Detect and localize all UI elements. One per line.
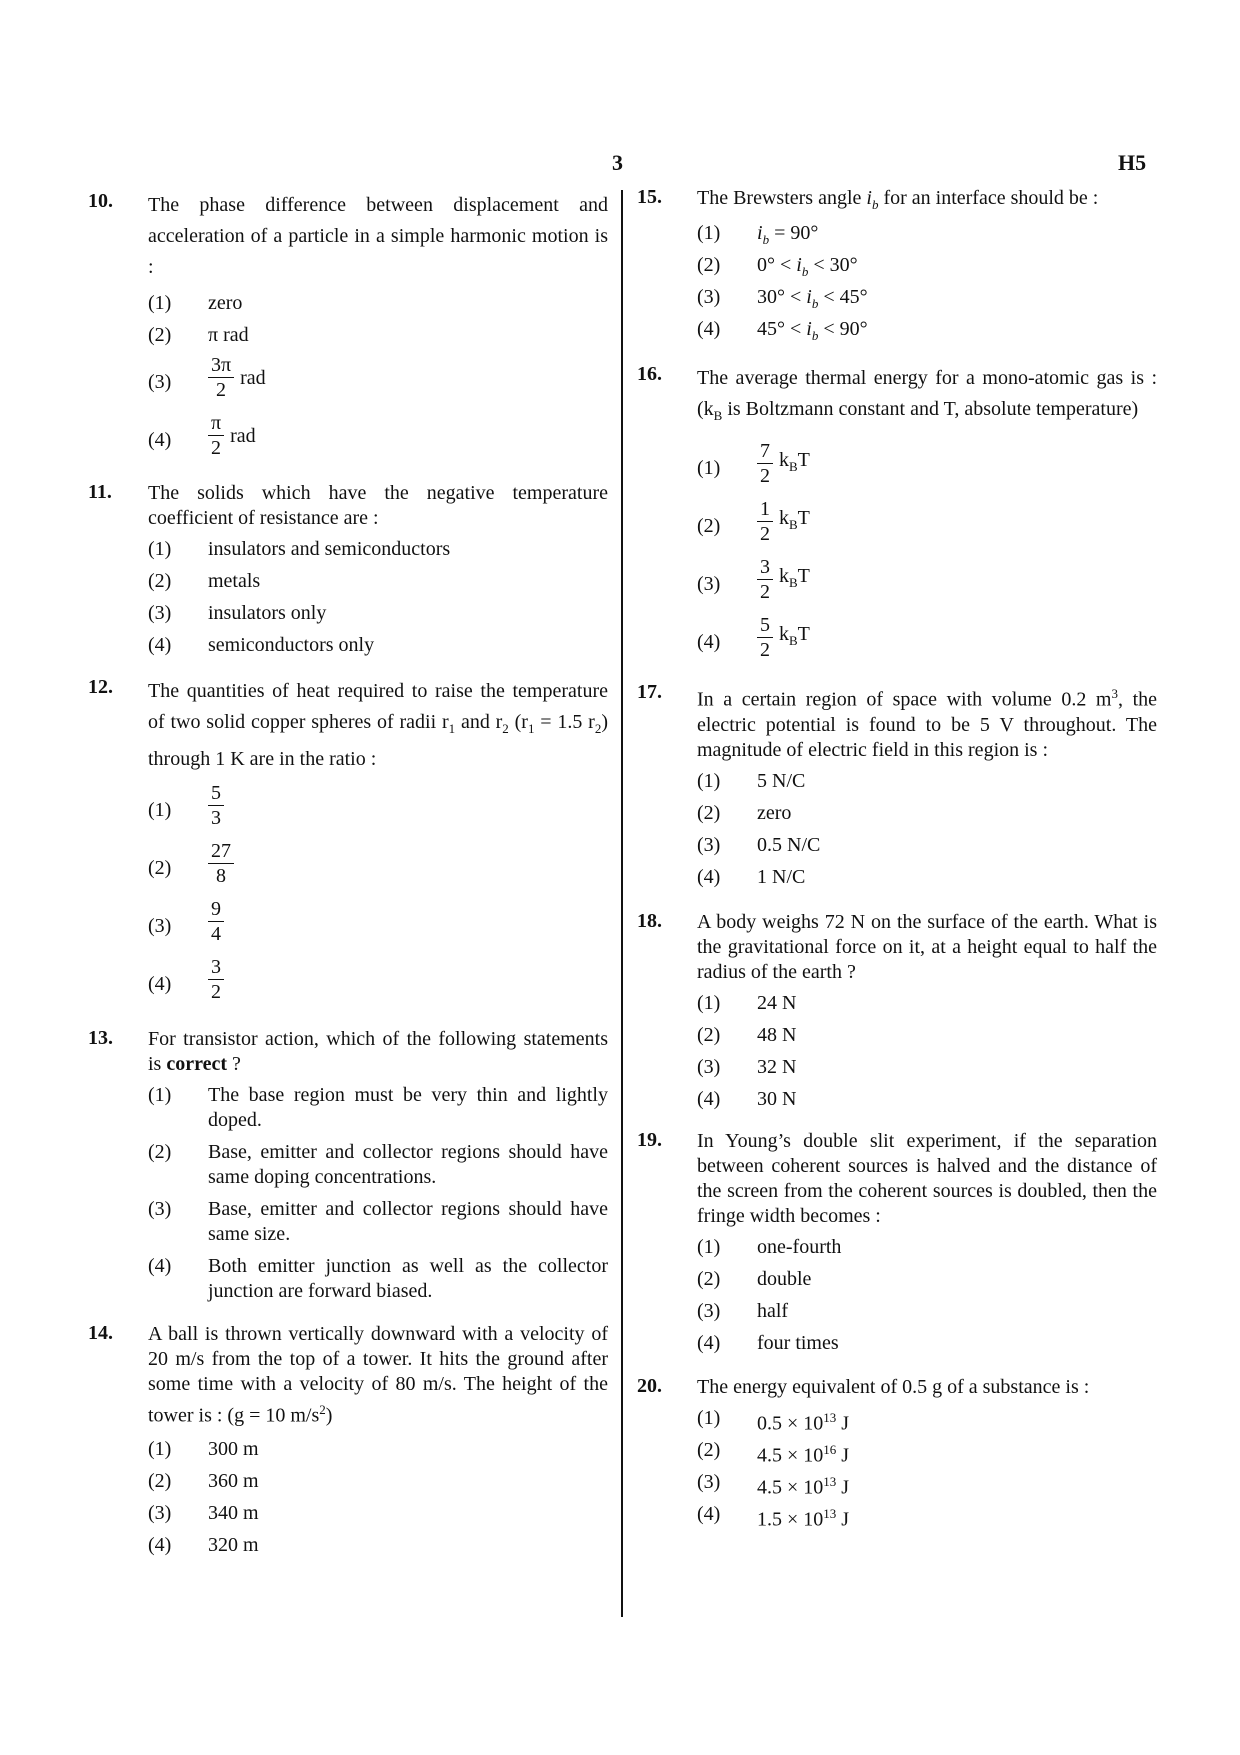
option-label: (2) (697, 1023, 721, 1046)
question-number: 12. (88, 676, 113, 698)
question-number: 13. (88, 1027, 113, 1049)
superscript: 13 (823, 1473, 837, 1489)
question-19 (637, 1129, 1157, 1359)
symbol: i (866, 187, 872, 209)
superscript: 2 (319, 1402, 326, 1417)
option-label: (3) (697, 1470, 721, 1493)
column-divider (621, 190, 623, 1617)
option-1[interactable] (697, 1402, 1157, 1434)
option-text: 300 m (208, 1437, 259, 1460)
option-label: (1) (148, 292, 172, 314)
subscript: b (871, 197, 879, 212)
option-label: (3) (148, 371, 172, 393)
subscript: B (713, 408, 723, 423)
question-text: In Young’s double slit experiment, if the separation between coherent sources is halved and the distance of the screen from the coherent sources is doubled, then the fringe width becomes : (697, 1129, 1157, 1227)
option-label: (1) (148, 799, 172, 821)
denominator: 2 (211, 981, 221, 1003)
question-number: 17. (637, 681, 662, 703)
text-part: 4.5 × 10 (757, 1444, 824, 1467)
option-2[interactable] (697, 1019, 1157, 1051)
option-1[interactable] (148, 287, 608, 319)
option-4[interactable] (697, 613, 1157, 671)
question-text (697, 186, 1157, 217)
option-text: 0.5 N/C (757, 833, 821, 856)
option-3[interactable] (697, 281, 1157, 313)
option-label: (4) (148, 1533, 172, 1556)
numerator: 7 (757, 439, 773, 464)
option-label: (4) (697, 865, 721, 888)
option-4[interactable] (697, 1327, 1157, 1359)
text-part: ) (325, 1404, 333, 1427)
option-label: (3) (148, 915, 172, 937)
text-part: The average thermal energy for a mono-atomic gas is : (k (697, 367, 1157, 420)
subscript: b (801, 264, 809, 279)
page-number: 3 (612, 150, 623, 175)
option-3[interactable] (148, 353, 608, 411)
option-label: (1) (697, 769, 721, 792)
text-part: ) through 1 K are in the ratio : (148, 711, 608, 770)
text-part: T (797, 449, 810, 471)
option-text: double (757, 1267, 812, 1290)
unit: rad (230, 424, 256, 447)
option-4[interactable] (697, 313, 1157, 345)
option-label: (2) (697, 1267, 721, 1290)
question-13 (88, 1027, 608, 1304)
option-text: 24 N (757, 991, 797, 1014)
option-3[interactable] (148, 1197, 608, 1247)
fraction (208, 781, 224, 830)
option-text: π rad (208, 324, 249, 346)
question-number: 14. (88, 1322, 113, 1344)
text-part: 30° < (757, 286, 807, 308)
text-part: = 90° (769, 222, 819, 244)
option-1[interactable] (148, 781, 608, 839)
option-text: 30 N (757, 1087, 797, 1110)
denominator: 2 (216, 379, 227, 401)
question-number: 11. (88, 481, 112, 503)
symbol: i (757, 222, 763, 244)
option-3[interactable] (148, 897, 608, 955)
option-3[interactable] (697, 1051, 1157, 1083)
text-part: In a certain region of space with volume 0.2 m (697, 688, 1112, 711)
option-2[interactable] (148, 839, 608, 897)
kbt-term (779, 444, 810, 483)
text-part: k (779, 507, 789, 529)
option-text: one-fourth (757, 1235, 842, 1258)
option-3[interactable] (697, 829, 1157, 861)
denominator: 8 (216, 865, 226, 887)
option-4[interactable] (148, 955, 608, 1013)
text-part: 4.5 × 10 (757, 1476, 824, 1499)
question-text (148, 1322, 608, 1429)
text-part: J (836, 1508, 850, 1531)
denominator: 4 (211, 923, 221, 945)
option-label: (1) (148, 1437, 172, 1460)
option-text: 5 N/C (757, 769, 806, 792)
text-part: J (836, 1476, 850, 1499)
option-label: (3) (697, 1299, 721, 1322)
option-text: 340 m (208, 1501, 259, 1524)
text-part: ? (227, 1053, 241, 1075)
text-part: T (797, 507, 810, 529)
question-18 (637, 910, 1157, 1115)
question-text: The phase difference between displacement and acceleration of a particle in a simple harmonic motion is : (148, 194, 608, 278)
question-20 (637, 1375, 1157, 1530)
subscript: B (789, 575, 798, 590)
option-4[interactable] (148, 1254, 608, 1304)
option-text: insulators and semiconductors (208, 538, 451, 560)
option-label: (3) (697, 286, 721, 308)
option-label: (4) (697, 1331, 721, 1354)
option-1[interactable] (148, 1433, 608, 1465)
option-2[interactable] (148, 1465, 608, 1497)
denominator: 2 (760, 523, 770, 545)
option-1[interactable] (697, 1231, 1157, 1263)
option-text: Both emitter junction as well as the collector junction are forward biased. (208, 1255, 608, 1302)
question-number: 20. (637, 1374, 662, 1397)
right-column (637, 186, 1157, 1530)
subscript: b (762, 232, 770, 247)
numerator: 3 (757, 555, 773, 580)
question-number: 19. (637, 1128, 662, 1151)
emphasis-text: correct (166, 1053, 228, 1075)
paper-code: H5 (1118, 150, 1147, 175)
question-12 (88, 676, 608, 1013)
question-text (148, 1027, 608, 1077)
subscript: b (811, 328, 819, 343)
question-11 (88, 481, 608, 661)
question-15 (637, 186, 1157, 345)
numerator: 27 (208, 839, 234, 864)
option-2[interactable] (697, 497, 1157, 555)
text-part: For transistor action, which of the following statements is (148, 1028, 608, 1075)
option-1[interactable] (697, 217, 1157, 249)
subscript: 2 (502, 721, 509, 736)
text-part: k (779, 449, 789, 471)
text-part: 1.5 × 10 (757, 1508, 824, 1531)
option-2[interactable] (148, 319, 608, 351)
option-label: (1) (697, 1235, 721, 1258)
option-label: (2) (148, 1469, 172, 1492)
text-part: = 1.5 r (534, 711, 595, 733)
option-label: (2) (697, 1438, 721, 1461)
option-label: (2) (148, 570, 172, 592)
denominator: 2 (760, 581, 770, 603)
numerator: 3 (208, 955, 224, 980)
text-part: J (836, 1444, 850, 1467)
numerator: 5 (208, 781, 224, 806)
question-10 (88, 190, 608, 469)
option-label: (4) (148, 973, 172, 995)
fraction (757, 555, 773, 604)
option-label: (3) (148, 1501, 172, 1524)
text-part: and r (455, 711, 503, 733)
text-part: The Brewsters angle (697, 187, 867, 209)
symbol: i (796, 254, 802, 276)
option-label: (4) (697, 1087, 721, 1110)
subscript: b (811, 296, 819, 311)
unit: rad (240, 366, 266, 389)
numerator: π (208, 411, 224, 436)
question-text (697, 681, 1157, 763)
option-label: (1) (148, 538, 172, 560)
superscript: 13 (823, 1409, 837, 1425)
denominator: 2 (211, 437, 222, 459)
subscript: B (789, 459, 798, 474)
symbol: i (806, 318, 812, 340)
text-part: k (779, 565, 789, 587)
option-text: insulators only (208, 602, 327, 624)
text-part: (r (508, 711, 528, 733)
option-text: half (757, 1299, 789, 1322)
fraction (208, 353, 234, 402)
option-2[interactable] (148, 1140, 608, 1190)
denominator: 2 (760, 639, 770, 661)
option-label: (4) (148, 429, 172, 451)
option-4[interactable] (697, 861, 1157, 893)
numerator: 1 (757, 497, 773, 522)
option-text: 1 N/C (757, 865, 806, 888)
text-part: A ball is thrown vertically downward with a velocity of 20 m/s from the top of a tower. It hits the ground after some time with a velocity of 80 m/s. The height of the tower is : (g = 10 m/s (148, 1323, 608, 1427)
fraction (208, 839, 234, 888)
question-number: 10. (88, 190, 113, 212)
option-label: (1) (697, 991, 721, 1014)
option-2[interactable] (697, 1434, 1157, 1466)
option-label: (2) (148, 1141, 172, 1163)
text-part: T (797, 565, 810, 587)
subscript: B (789, 633, 798, 648)
option-label: (2) (148, 324, 172, 346)
question-text: The energy equivalent of 0.5 g of a substance is : (697, 1375, 1090, 1398)
question-text: The solids which have the negative temperature coefficient of resistance are : (148, 482, 608, 529)
text-part: T (797, 623, 810, 645)
option-1[interactable] (148, 1083, 608, 1133)
option-label: (3) (697, 1055, 721, 1078)
option-text: The base region must be very thin and lightly doped. (208, 1084, 608, 1131)
subscript: 2 (594, 721, 602, 736)
question-text: A body weighs 72 N on the surface of the earth. What is the gravitational force on it, at a height equal to half the radius of the earth ? (697, 910, 1157, 983)
text-part: < 45° (818, 286, 868, 308)
subscript: B (789, 517, 798, 532)
option-2[interactable] (697, 797, 1157, 829)
option-label: (2) (697, 515, 721, 537)
question-number: 15. (637, 186, 662, 208)
option-3[interactable] (148, 1497, 608, 1529)
superscript: 16 (823, 1441, 837, 1457)
superscript: 3 (1111, 686, 1118, 701)
option-3[interactable] (148, 597, 608, 629)
kbt-term (779, 560, 810, 599)
subscript: 1 (448, 721, 456, 736)
denominator: 3 (211, 807, 221, 829)
option-text: 320 m (208, 1533, 259, 1556)
option-text: metals (208, 570, 261, 592)
question-number: 18. (637, 909, 662, 932)
question-14 (88, 1322, 608, 1561)
option-label: (4) (697, 631, 721, 653)
superscript: 13 (823, 1505, 837, 1521)
fraction (757, 439, 773, 488)
question-text (697, 363, 1157, 431)
text-part: < 30° (808, 254, 858, 276)
denominator: 2 (760, 465, 770, 487)
symbol: i (806, 286, 812, 308)
text-part: k (779, 623, 789, 645)
option-4[interactable] (148, 629, 608, 661)
option-label: (1) (697, 222, 721, 244)
fraction (757, 497, 773, 546)
option-label: (1) (697, 1406, 721, 1429)
option-1[interactable] (697, 439, 1157, 497)
option-label: (3) (697, 833, 721, 856)
option-label: (2) (697, 801, 721, 824)
question-number: 16. (637, 363, 662, 385)
option-label: (1) (148, 1084, 172, 1106)
numerator: 3π (208, 353, 234, 378)
option-label: (2) (697, 254, 721, 276)
question-16 (637, 363, 1157, 671)
text-part: for an interface should be : (878, 187, 1099, 209)
kbt-term (779, 618, 810, 657)
text-part: < 90° (818, 318, 868, 340)
option-2[interactable] (697, 249, 1157, 281)
numerator: 9 (208, 897, 224, 922)
option-label: (3) (148, 602, 172, 624)
option-text: 32 N (757, 1055, 797, 1078)
option-4[interactable] (697, 1498, 1157, 1530)
option-2[interactable] (697, 1263, 1157, 1295)
option-1[interactable] (148, 533, 608, 565)
text-part: J (836, 1412, 850, 1435)
option-text: zero (208, 292, 243, 314)
option-label: (4) (148, 1255, 172, 1277)
option-label: (4) (697, 318, 721, 340)
option-label: (3) (697, 573, 721, 595)
fraction (208, 411, 224, 460)
option-label: (3) (148, 1198, 172, 1220)
question-text (148, 676, 608, 775)
left-column (88, 190, 608, 1561)
option-label: (4) (697, 1502, 721, 1525)
question-17 (637, 681, 1157, 893)
text-part: , the electric potential is found to be 5 V throughout. The magnitude of electric field in this region is : (697, 688, 1158, 761)
option-1[interactable] (697, 987, 1157, 1019)
option-label: (2) (148, 857, 172, 879)
option-3[interactable] (697, 1466, 1157, 1498)
text-part: 0.5 × 10 (757, 1412, 824, 1435)
option-3[interactable] (697, 1295, 1157, 1327)
option-label: (4) (148, 634, 172, 656)
option-4[interactable] (697, 1083, 1157, 1115)
option-text: zero (757, 801, 792, 824)
kbt-term (779, 502, 810, 541)
text-part: is Boltzmann constant and T, absolute temperature) (722, 398, 1139, 420)
option-text: four times (757, 1331, 839, 1354)
text-part: 45° < (757, 318, 807, 340)
option-1[interactable] (697, 765, 1157, 797)
option-text: 48 N (757, 1023, 797, 1046)
numerator: 5 (757, 613, 773, 638)
text-part: The quantities of heat required to raise the temperature of two solid copper spheres of radii r (148, 680, 608, 733)
option-2[interactable] (148, 565, 608, 597)
text-part: 0° < (757, 254, 797, 276)
fraction (757, 613, 773, 662)
option-4[interactable] (148, 411, 608, 469)
subscript: 1 (527, 721, 535, 736)
option-3[interactable] (697, 555, 1157, 613)
option-text: Base, emitter and collector regions should have same doping concentrations. (208, 1141, 608, 1188)
fraction (208, 897, 224, 946)
option-4[interactable] (148, 1529, 608, 1561)
option-label: (1) (697, 457, 721, 479)
option-text: semiconductors only (208, 634, 375, 656)
option-text: 360 m (208, 1469, 259, 1492)
option-text: Base, emitter and collector regions should have same size. (208, 1198, 608, 1245)
fraction (208, 955, 224, 1004)
